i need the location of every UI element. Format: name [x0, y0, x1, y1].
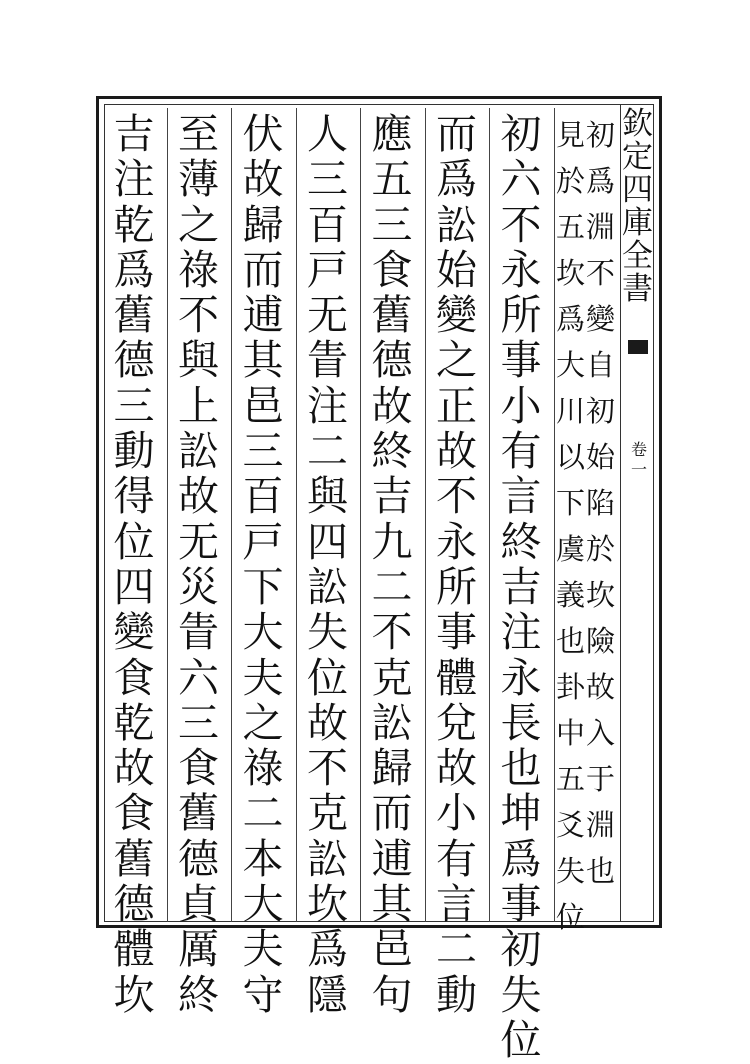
text-char: 小 [500, 381, 542, 430]
text-char: 爲 [500, 834, 542, 883]
text-char: 克 [371, 653, 413, 702]
commentary-char: 五 [555, 762, 585, 796]
margin-title-char: 欽 [622, 106, 653, 142]
text-column [362, 110, 422, 1019]
margin-title-char: 書 [622, 271, 653, 307]
text-char: 百 [307, 200, 348, 249]
text-char: 動 [436, 970, 477, 1019]
commentary-char: 虞 [555, 532, 585, 566]
column-rule [167, 108, 168, 922]
text-char: 人 [307, 110, 348, 158]
text-char: 事 [500, 336, 542, 385]
text-char: 舊 [178, 789, 219, 838]
text-char: 眚 [178, 608, 219, 657]
commentary-char: 下 [555, 486, 585, 520]
text-char: 與 [178, 336, 219, 385]
text-char: 舊 [113, 834, 155, 883]
text-char: 二 [371, 562, 413, 611]
text-char: 失 [307, 608, 348, 657]
text-char: 眚 [307, 336, 348, 385]
text-char: 訟 [307, 834, 348, 883]
text-char: 歸 [371, 744, 413, 793]
text-char: 不 [500, 200, 542, 249]
text-char: 其 [371, 880, 413, 929]
text-char: 永 [500, 653, 542, 702]
text-column [169, 110, 229, 1019]
text-char: 上 [178, 381, 219, 430]
text-char: 之 [178, 200, 219, 249]
text-char: 言 [436, 880, 477, 929]
text-char: 夫 [242, 925, 284, 974]
commentary-char: 陷 [585, 486, 615, 520]
text-char: 德 [178, 834, 219, 883]
text-char: 食 [371, 245, 413, 294]
text-char: 故 [113, 744, 155, 793]
text-char: 初 [500, 925, 542, 974]
text-char: 所 [436, 562, 477, 611]
commentary-char: 自 [585, 348, 615, 382]
text-char: 不 [307, 744, 348, 793]
commentary-column [555, 112, 616, 934]
text-char: 隱 [307, 970, 348, 1019]
text-char: 二 [307, 427, 348, 476]
text-char: 有 [436, 834, 477, 883]
commentary-char: 初 [585, 118, 615, 152]
margin-book-title [622, 108, 652, 306]
commentary-char: 初 [585, 394, 615, 428]
text-char: 三 [113, 381, 155, 430]
text-char: 舊 [113, 291, 155, 340]
text-char: 動 [113, 427, 155, 476]
fish-tail-mark [628, 340, 648, 354]
text-char: 戸 [242, 517, 284, 566]
text-char: 舊 [371, 291, 413, 340]
text-char: 故 [307, 698, 348, 747]
text-char: 言 [500, 472, 542, 521]
text-char: 得 [113, 472, 155, 521]
text-char: 訟 [436, 200, 477, 249]
text-char: 故 [178, 472, 219, 521]
text-char: 六 [178, 653, 219, 702]
text-char: 不 [436, 472, 477, 521]
column-rule [360, 108, 361, 922]
commentary-char: 中 [555, 716, 585, 750]
margin-juan-label [626, 440, 652, 480]
text-char: 三 [178, 698, 219, 747]
text-char: 故 [242, 155, 284, 204]
column-rule [489, 108, 490, 922]
text-char: 爲 [113, 245, 155, 294]
text-char: 故 [436, 744, 477, 793]
text-column [427, 110, 487, 1019]
text-char: 乾 [113, 698, 155, 747]
text-char: 夫 [242, 653, 284, 702]
text-char: 終 [178, 970, 219, 1019]
text-char: 初 [500, 110, 542, 158]
text-char: 五 [371, 155, 413, 204]
text-char: 始 [436, 245, 477, 294]
text-char: 訟 [371, 698, 413, 747]
text-char: 之 [436, 336, 477, 385]
text-char: 二 [436, 925, 477, 974]
text-char: 小 [436, 789, 477, 838]
text-char: 逋 [242, 291, 284, 340]
margin-title-char: 全 [622, 238, 653, 274]
text-char: 邑 [242, 381, 284, 430]
text-char: 德 [371, 336, 413, 385]
margin-title-char: 四 [622, 172, 653, 208]
text-char: 六 [500, 155, 542, 204]
text-char: 无 [178, 517, 219, 566]
commentary-char: 故 [585, 670, 615, 704]
text-char: 訟 [178, 427, 219, 476]
text-char: 戸 [307, 245, 348, 294]
commentary-char: 也 [585, 854, 615, 888]
commentary-char: 川 [555, 394, 585, 428]
text-char: 終 [371, 427, 413, 476]
text-char: 故 [371, 381, 413, 430]
text-char: 位 [113, 517, 155, 566]
text-char: 厲 [178, 925, 219, 974]
text-char: 食 [178, 744, 219, 793]
text-char: 訟 [307, 562, 348, 611]
text-char: 爲 [436, 155, 477, 204]
commentary-char: 見 [555, 118, 585, 152]
margin-title-char: 庫 [622, 205, 653, 241]
text-char: 食 [113, 653, 155, 702]
text-char: 正 [436, 381, 477, 430]
column-rule [296, 108, 297, 922]
text-char: 四 [307, 517, 348, 566]
text-char: 吉 [500, 562, 542, 611]
text-char: 坤 [500, 789, 542, 838]
commentary-char: 五 [555, 210, 585, 244]
commentary-subcolumn [586, 112, 616, 894]
text-char: 本 [242, 834, 284, 883]
text-char: 逋 [371, 834, 413, 883]
text-char: 永 [500, 245, 542, 294]
text-char: 百 [242, 472, 284, 521]
text-char: 吉 [113, 110, 155, 158]
text-char: 无 [307, 291, 348, 340]
juan-label-char: 一 [630, 460, 647, 479]
text-char: 貞 [178, 880, 219, 929]
text-char: 應 [371, 110, 413, 158]
text-char: 二 [242, 789, 284, 838]
commentary-char: 也 [555, 624, 585, 658]
text-char: 至 [178, 110, 219, 158]
commentary-char: 大 [555, 348, 585, 382]
text-char: 故 [436, 427, 477, 476]
commentary-char: 於 [585, 532, 615, 566]
text-char: 坎 [113, 970, 155, 1019]
text-char: 位 [307, 653, 348, 702]
text-char: 德 [113, 336, 155, 385]
text-column [491, 110, 551, 1064]
text-char: 有 [500, 427, 542, 476]
text-char: 守 [242, 970, 284, 1019]
text-char: 事 [500, 880, 542, 929]
text-char: 三 [307, 155, 348, 204]
text-char: 注 [500, 608, 542, 657]
commentary-char: 爲 [555, 302, 585, 336]
text-char: 句 [371, 970, 413, 1019]
text-char: 祿 [242, 744, 284, 793]
commentary-char: 爻 [555, 808, 585, 842]
commentary-char: 爲 [585, 164, 615, 198]
text-column [104, 110, 164, 1019]
text-char: 也 [500, 744, 542, 793]
text-char: 終 [500, 517, 542, 566]
text-char: 三 [242, 427, 284, 476]
text-char: 吉 [371, 472, 413, 521]
text-char: 與 [307, 472, 348, 521]
commentary-subcolumn [556, 112, 586, 940]
text-char: 坎 [307, 880, 348, 929]
text-char: 位 [500, 1015, 542, 1064]
text-char: 事 [436, 608, 477, 657]
text-char: 九 [371, 517, 413, 566]
text-char: 祿 [178, 245, 219, 294]
text-char: 乾 [113, 200, 155, 249]
column-rule [231, 108, 232, 922]
text-char: 不 [371, 608, 413, 657]
text-char: 四 [113, 562, 155, 611]
commentary-char: 坎 [555, 256, 585, 290]
text-char: 大 [242, 880, 284, 929]
commentary-char: 變 [585, 302, 615, 336]
text-char: 兌 [436, 698, 477, 747]
commentary-char: 卦 [555, 670, 585, 704]
margin-title-char: 定 [622, 139, 653, 175]
text-column [298, 110, 358, 1019]
text-char: 長 [500, 698, 542, 747]
commentary-char: 入 [585, 716, 615, 750]
commentary-char: 失 [555, 854, 585, 888]
commentary-char: 以 [555, 440, 585, 474]
text-char: 注 [307, 381, 348, 430]
text-char: 其 [242, 336, 284, 385]
text-char: 爲 [307, 925, 348, 974]
commentary-char: 淵 [585, 210, 615, 244]
juan-label-char: 卷 [630, 440, 647, 459]
text-char: 永 [436, 517, 477, 566]
text-char: 所 [500, 291, 542, 340]
text-char: 邑 [371, 925, 413, 974]
text-char: 體 [113, 925, 155, 974]
text-char: 不 [178, 291, 219, 340]
text-char: 三 [371, 200, 413, 249]
text-char: 薄 [178, 155, 219, 204]
commentary-char: 始 [585, 440, 615, 474]
commentary-char: 位 [555, 900, 585, 934]
text-char: 伏 [242, 110, 284, 158]
text-char: 之 [242, 698, 284, 747]
text-char: 而 [242, 245, 284, 294]
commentary-char: 義 [555, 578, 585, 612]
text-char: 下 [242, 562, 284, 611]
column-rule [554, 108, 555, 922]
commentary-char: 淵 [585, 808, 615, 842]
commentary-char: 險 [585, 624, 615, 658]
commentary-char: 不 [585, 256, 615, 290]
text-char: 注 [113, 155, 155, 204]
commentary-char: 于 [585, 762, 615, 796]
text-char: 大 [242, 608, 284, 657]
text-column [233, 110, 293, 1019]
text-char: 體 [436, 653, 477, 702]
text-char: 失 [500, 970, 542, 1019]
text-char: 德 [113, 880, 155, 929]
text-char: 災 [178, 562, 219, 611]
commentary-char: 於 [555, 164, 585, 198]
text-char: 食 [113, 789, 155, 838]
text-char: 變 [436, 291, 477, 340]
text-char: 克 [307, 789, 348, 838]
text-char: 而 [371, 789, 413, 838]
text-char: 變 [113, 608, 155, 657]
text-char: 歸 [242, 200, 284, 249]
text-char: 而 [436, 110, 477, 158]
commentary-char: 坎 [585, 578, 615, 612]
column-rule [425, 108, 426, 922]
